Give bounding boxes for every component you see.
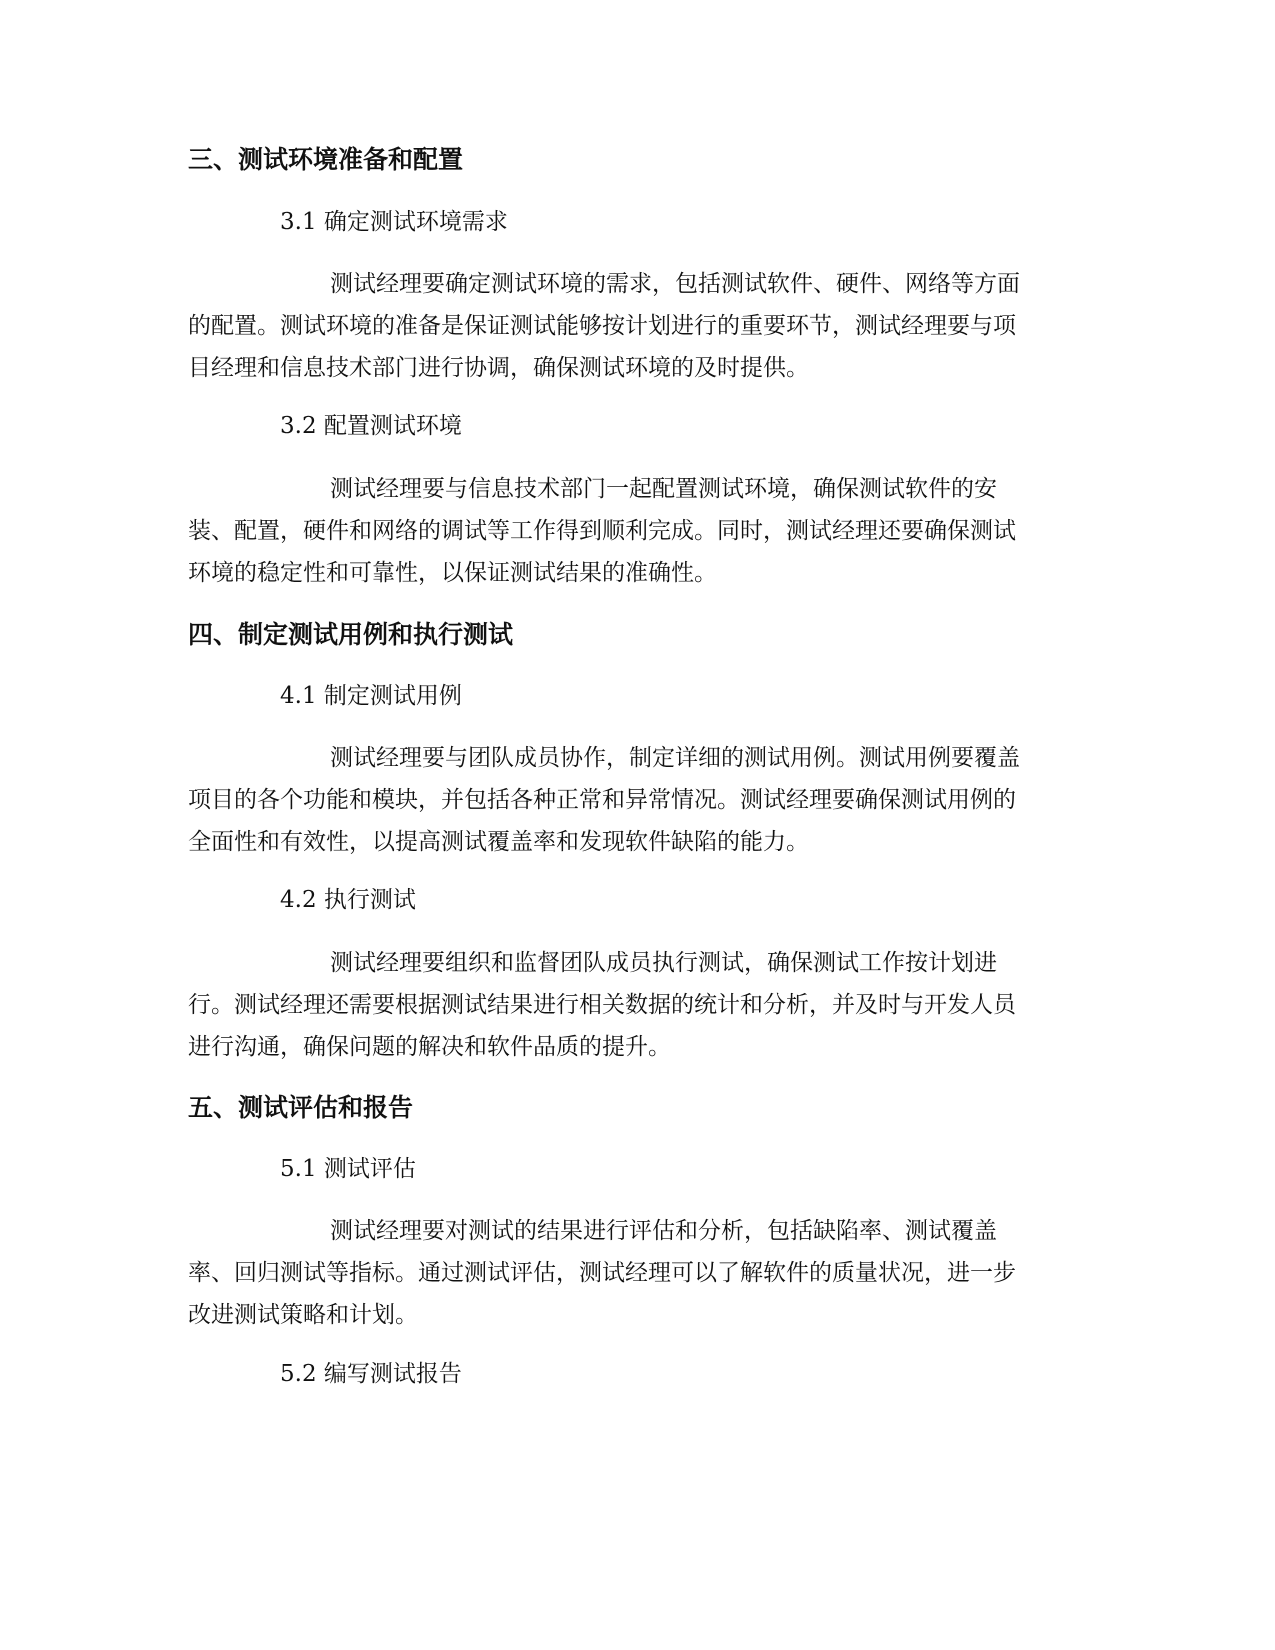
paragraph: [188, 263, 1088, 389]
subsection-title: 4.2 执行测试: [280, 887, 416, 913]
paragraph: [188, 1210, 1088, 1336]
paragraph-line: 行。测试经理还需要根据测试结果进行相关数据的统计和分析，并及时与开发人员: [188, 992, 1016, 1018]
paragraph-line: 全面性和有效性，以提高测试覆盖率和发现软件缺陷的能力。: [188, 829, 809, 855]
paragraph-line: 装、配置，硬件和网络的调试等工作得到顺利完成。同时，测试经理还要确保测试: [188, 518, 1016, 544]
paragraph-line: 测试经理要与团队成员协作，制定详细的测试用例。测试用例要覆盖: [330, 745, 1020, 771]
section-heading: 五、测试评估和报告: [188, 1093, 414, 1122]
paragraph-line: 进行沟通，确保问题的解决和软件品质的提升。: [188, 1034, 671, 1060]
section-heading: 四、制定测试用例和执行测试: [188, 620, 514, 649]
paragraph-line: 测试经理要确定测试环境的需求，包括测试软件、硬件、网络等方面: [330, 271, 1020, 297]
subsection-title: 3.1 确定测试环境需求: [280, 209, 508, 235]
paragraph: [188, 942, 1088, 1068]
paragraph-line: 目经理和信息技术部门进行协调，确保测试环境的及时提供。: [188, 355, 809, 381]
paragraph-line: 测试经理要组织和监督团队成员执行测试，确保测试工作按计划进: [330, 950, 997, 976]
paragraph-line: 项目的各个功能和模块，并包括各种正常和异常情况。测试经理要确保测试用例的: [188, 787, 1016, 813]
paragraph-line: 率、回归测试等指标。通过测试评估，测试经理可以了解软件的质量状况，进一步: [188, 1260, 1016, 1286]
paragraph-line: 改进测试策略和计划。: [188, 1302, 418, 1328]
paragraph: [188, 737, 1088, 863]
paragraph-line: 测试经理要与信息技术部门一起配置测试环境，确保测试软件的安: [330, 476, 997, 502]
paragraph-line: 的配置。测试环境的准备是保证测试能够按计划进行的重要环节，测试经理要与项: [188, 313, 1016, 339]
paragraph-line: 环境的稳定性和可靠性，以保证测试结果的准确性。: [188, 560, 717, 586]
subsection-title: 3.2 配置测试环境: [280, 413, 462, 439]
paragraph: [188, 468, 1088, 594]
paragraph-line: 测试经理要对测试的结果进行评估和分析，包括缺陷率、测试覆盖: [330, 1218, 997, 1244]
subsection-title: 5.2 编写测试报告: [280, 1361, 462, 1387]
subsection-title: 5.1 测试评估: [280, 1156, 416, 1182]
subsection-title: 4.1 制定测试用例: [280, 683, 462, 709]
section-heading: 三、测试环境准备和配置: [188, 145, 464, 174]
